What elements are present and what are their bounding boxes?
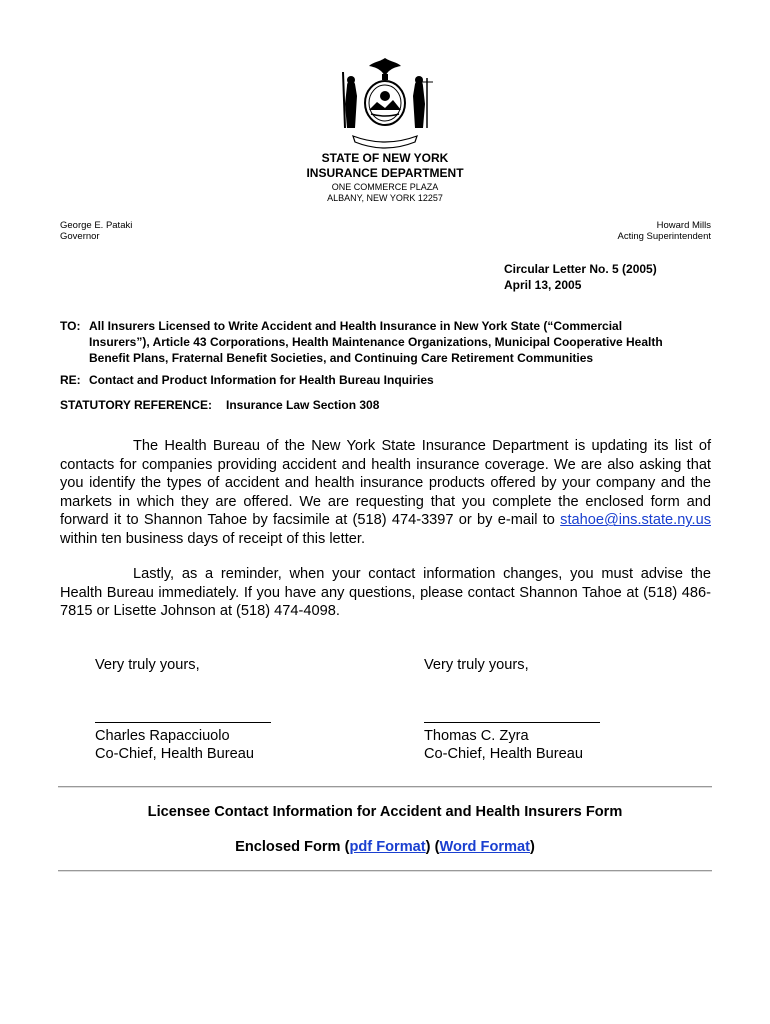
circular-letter-number: Circular Letter No. 5 (2005) bbox=[504, 262, 657, 276]
enclosed-form-label: Enclosed Form ( bbox=[235, 839, 350, 855]
paragraph-1-end: within ten business days of receipt of this letter. bbox=[60, 530, 366, 547]
state-name: STATE OF NEW YORK bbox=[321, 151, 449, 165]
statutory-reference-text: Insurance Law Section 308 bbox=[226, 398, 380, 412]
paragraph-1-text: The Health Bureau of the New York State Insurance Department is updating its list of contacts for companies providing accident and health insurance coverage. We are also asking that you identify the types of accident and health insurance products offered by your company and the markets in which they are offered. We are requesting that you complete the enclosed form and forward it to Shannon Tahoe by facsimile at (518) 474-3397 or by e-mail to bbox=[60, 438, 711, 529]
department-name: INSURANCE DEPARTMENT bbox=[306, 166, 464, 180]
signer-right-name: Thomas C. Zyra bbox=[424, 728, 529, 744]
governor-title: Governor bbox=[60, 231, 100, 242]
closing-right: Very truly yours, bbox=[424, 657, 529, 673]
divider-top bbox=[58, 786, 712, 788]
form-title: Licensee Contact Information for Accident and Health Insurers Form bbox=[147, 804, 623, 820]
closing-paren: ) bbox=[530, 839, 535, 855]
to-line-1: All Insurers Licensed to Write Accident and Health Insurance in New York State (“Commercial bbox=[89, 319, 623, 333]
signer-left-name: Charles Rapacciuolo bbox=[95, 728, 230, 744]
governor-name: George E. Pataki bbox=[60, 220, 133, 231]
statutory-reference-label: STATUTORY REFERENCE: bbox=[60, 398, 213, 412]
to-line-2: Insurers”), Article 43 Corporations, Health Maintenance Organizations, Municipal Cooperative Health bbox=[89, 335, 663, 349]
pdf-format-link[interactable]: pdf Format bbox=[349, 839, 426, 855]
re-label: RE: bbox=[60, 373, 81, 387]
address-line-1: ONE COMMERCE PLAZA bbox=[331, 182, 439, 192]
new-york-state-seal bbox=[333, 56, 437, 150]
superintendent-name: Howard Mills bbox=[656, 220, 711, 231]
email-link[interactable]: stahoe@ins.state.ny.us bbox=[560, 512, 711, 529]
closing-left: Very truly yours, bbox=[95, 657, 200, 673]
signature-line-right bbox=[424, 722, 600, 723]
letter-date: April 13, 2005 bbox=[504, 278, 582, 292]
enclosed-form-line bbox=[0, 838, 770, 856]
paragraph-1 bbox=[60, 437, 711, 549]
superintendent-title: Acting Superintendent bbox=[617, 231, 711, 242]
address-line-2: ALBANY, NEW YORK 12257 bbox=[327, 193, 443, 203]
signer-left-title: Co-Chief, Health Bureau bbox=[95, 746, 254, 762]
signer-right-title: Co-Chief, Health Bureau bbox=[424, 746, 583, 762]
between-parens: ) ( bbox=[425, 839, 440, 855]
divider-bottom bbox=[58, 870, 712, 872]
signature-line-left bbox=[95, 722, 271, 723]
to-label: TO: bbox=[60, 319, 81, 333]
re-text: Contact and Product Information for Health Bureau Inquiries bbox=[89, 373, 434, 387]
word-format-link[interactable]: Word Format bbox=[439, 839, 530, 855]
to-line-3: Benefit Plans, Fraternal Benefit Societies, and Continuing Care Retirement Communities bbox=[89, 351, 594, 365]
paragraph-2: Lastly, as a reminder, when your contact information changes, you must advise the Health Bureau immediately. If you have any questions, please contact Shannon Tahoe at (518) 486-7815 or Lisette Johnson at (518) 474-4098. bbox=[60, 566, 711, 620]
